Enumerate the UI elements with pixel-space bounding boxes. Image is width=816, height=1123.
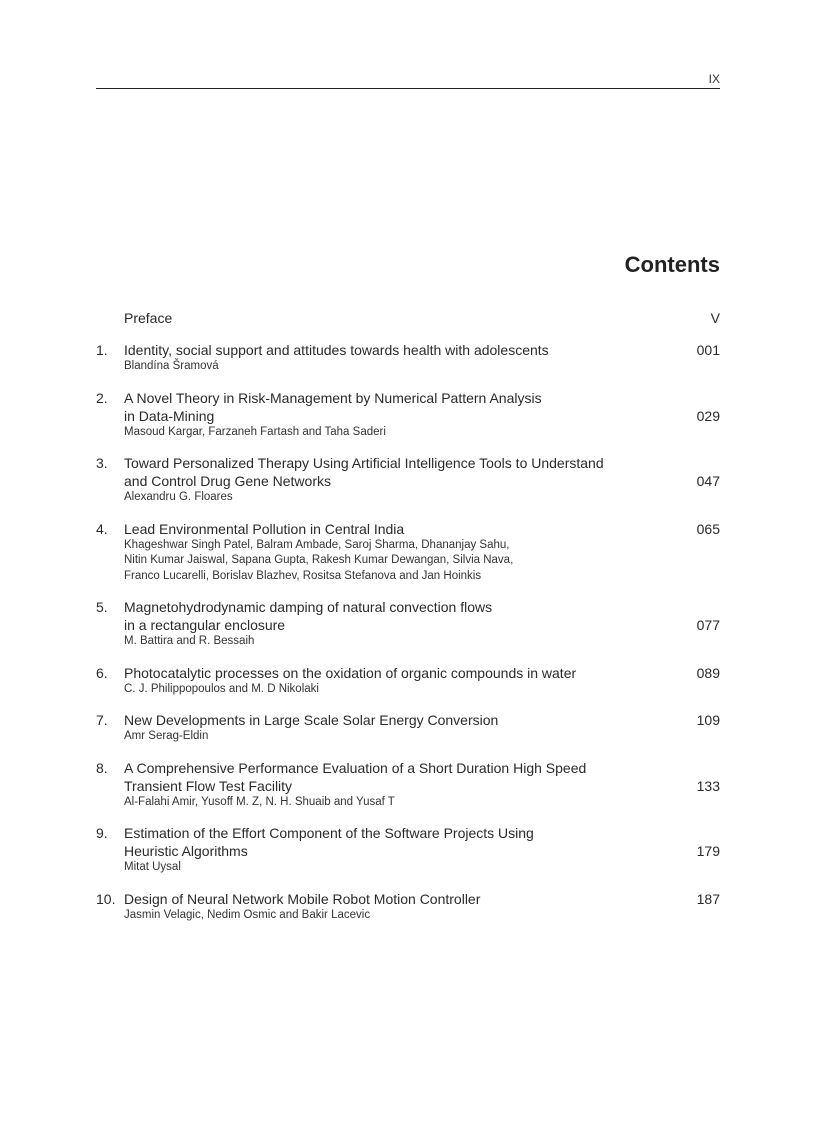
toc-entry-page: V (710, 310, 720, 326)
toc-entry[interactable] (96, 389, 720, 441)
toc-entry-number: 9. (96, 825, 108, 841)
toc-entry[interactable] (96, 341, 720, 375)
toc-entry-number: 10. (96, 890, 116, 907)
page-number: IX (708, 72, 720, 86)
toc-entry-authors: Nitin Kumar Jaiswal, Sapana Gupta, Rakesh Kumar Dewangan, Silvia Nava, (124, 554, 514, 566)
toc-entry-title: A Novel Theory in Risk-Management by Numerical Pattern Analysis (124, 389, 542, 406)
toc-entry-page: 109 (696, 712, 720, 728)
toc-entry[interactable] (96, 759, 720, 811)
toc-entry-authors: Amr Serag-Eldin (124, 730, 209, 742)
toc-entry-authors: M. Battira and R. Bessaih (124, 635, 255, 647)
toc-entry-title: Preface (124, 310, 173, 326)
toc-entry-title: Toward Personalized Therapy Using Artificial Intelligence Tools to Understand (124, 455, 604, 471)
toc-entry-page: 047 (696, 473, 720, 489)
toc-entry-title: Identity, social support and attitudes towards health with adolescents (124, 342, 549, 358)
toc-entry-title: in Data-Mining (124, 407, 215, 424)
toc-entry-title: Design of Neural Network Mobile Robot Motion Controller (124, 890, 481, 907)
toc-entry-title: Transient Flow Test Facility (124, 777, 293, 794)
toc-entry-title: Heuristic Algorithms (124, 843, 248, 859)
toc-entries (96, 341, 720, 923)
toc-entry-authors: Masoud Kargar, Farzaneh Fartash and Taha Saderi (124, 425, 386, 438)
toc-entry-authors: C. J. Philippopoulos and M. D Nikolaki (124, 682, 319, 695)
toc-entry-title: New Developments in Large Scale Solar Energy Conversion (124, 712, 499, 728)
toc-entry-page: 065 (696, 520, 720, 537)
toc-entry-authors: Franco Lucarelli, Borislav Blazhev, Rositsa Stefanova and Jan Hoinkis (124, 569, 482, 582)
toc-entry-title: Photocatalytic processes on the oxidation of organic compounds in water (124, 664, 577, 681)
toc-entry-title: A Comprehensive Performance Evaluation of a Short Duration High Speed (124, 759, 587, 776)
toc-entry-page: 089 (696, 664, 720, 681)
toc-entry[interactable] (96, 520, 720, 585)
toc-entry-authors: Mitat Uysal (124, 861, 181, 873)
header-rule (96, 88, 720, 89)
toc-entry-authors: Blandína Šramová (124, 360, 219, 372)
toc-entry-number: 4. (96, 520, 108, 537)
toc-entry-number: 1. (96, 342, 108, 358)
toc-entry-preface[interactable] (96, 309, 720, 327)
toc-entry[interactable] (96, 664, 720, 698)
toc-entry-title: Lead Environmental Pollution in Central India (124, 520, 405, 537)
toc-entry-authors: Al-Falahi Amir, Yusoff M. Z, N. H. Shuaib and Yusaf T (124, 795, 395, 808)
toc-entry-page: 077 (696, 617, 720, 633)
toc-entry-title: in a rectangular enclosure (124, 617, 286, 633)
toc-entry-number: 2. (96, 389, 108, 406)
toc-entry-authors: Khageshwar Singh Patel, Balram Ambade, Saroj Sharma, Dhananjay Sahu, (124, 538, 510, 551)
toc-entry-number: 7. (96, 712, 108, 728)
table-of-contents (96, 309, 720, 937)
toc-entry-number: 8. (96, 759, 108, 776)
toc-entry[interactable] (96, 824, 720, 876)
toc-entry-title: Magnetohydrodynamic damping of natural convection flows (124, 599, 493, 615)
toc-entry-page: 133 (696, 777, 720, 794)
toc-entry[interactable] (96, 890, 720, 924)
toc-entry[interactable] (96, 598, 720, 650)
toc-entry-authors: Alexandru G. Floares (124, 491, 233, 503)
toc-entry[interactable] (96, 454, 720, 506)
toc-entry-title: Estimation of the Effort Component of the Software Projects Using (124, 825, 534, 841)
toc-entry-authors: Jasmin Velagic, Nedim Osmic and Bakir Lacevic (124, 908, 371, 921)
toc-entry[interactable] (96, 711, 720, 745)
toc-entry-number: 6. (96, 664, 108, 681)
toc-entry-number: 3. (96, 455, 108, 471)
toc-entry-page: 029 (696, 407, 720, 424)
toc-entry-number: 5. (96, 599, 108, 615)
page-title: Contents (624, 252, 720, 277)
toc-entry-page: 179 (696, 843, 720, 859)
toc-entry-page: 187 (696, 890, 720, 907)
toc-entry-title: and Control Drug Gene Networks (124, 473, 331, 489)
toc-entry-page: 001 (696, 342, 720, 358)
